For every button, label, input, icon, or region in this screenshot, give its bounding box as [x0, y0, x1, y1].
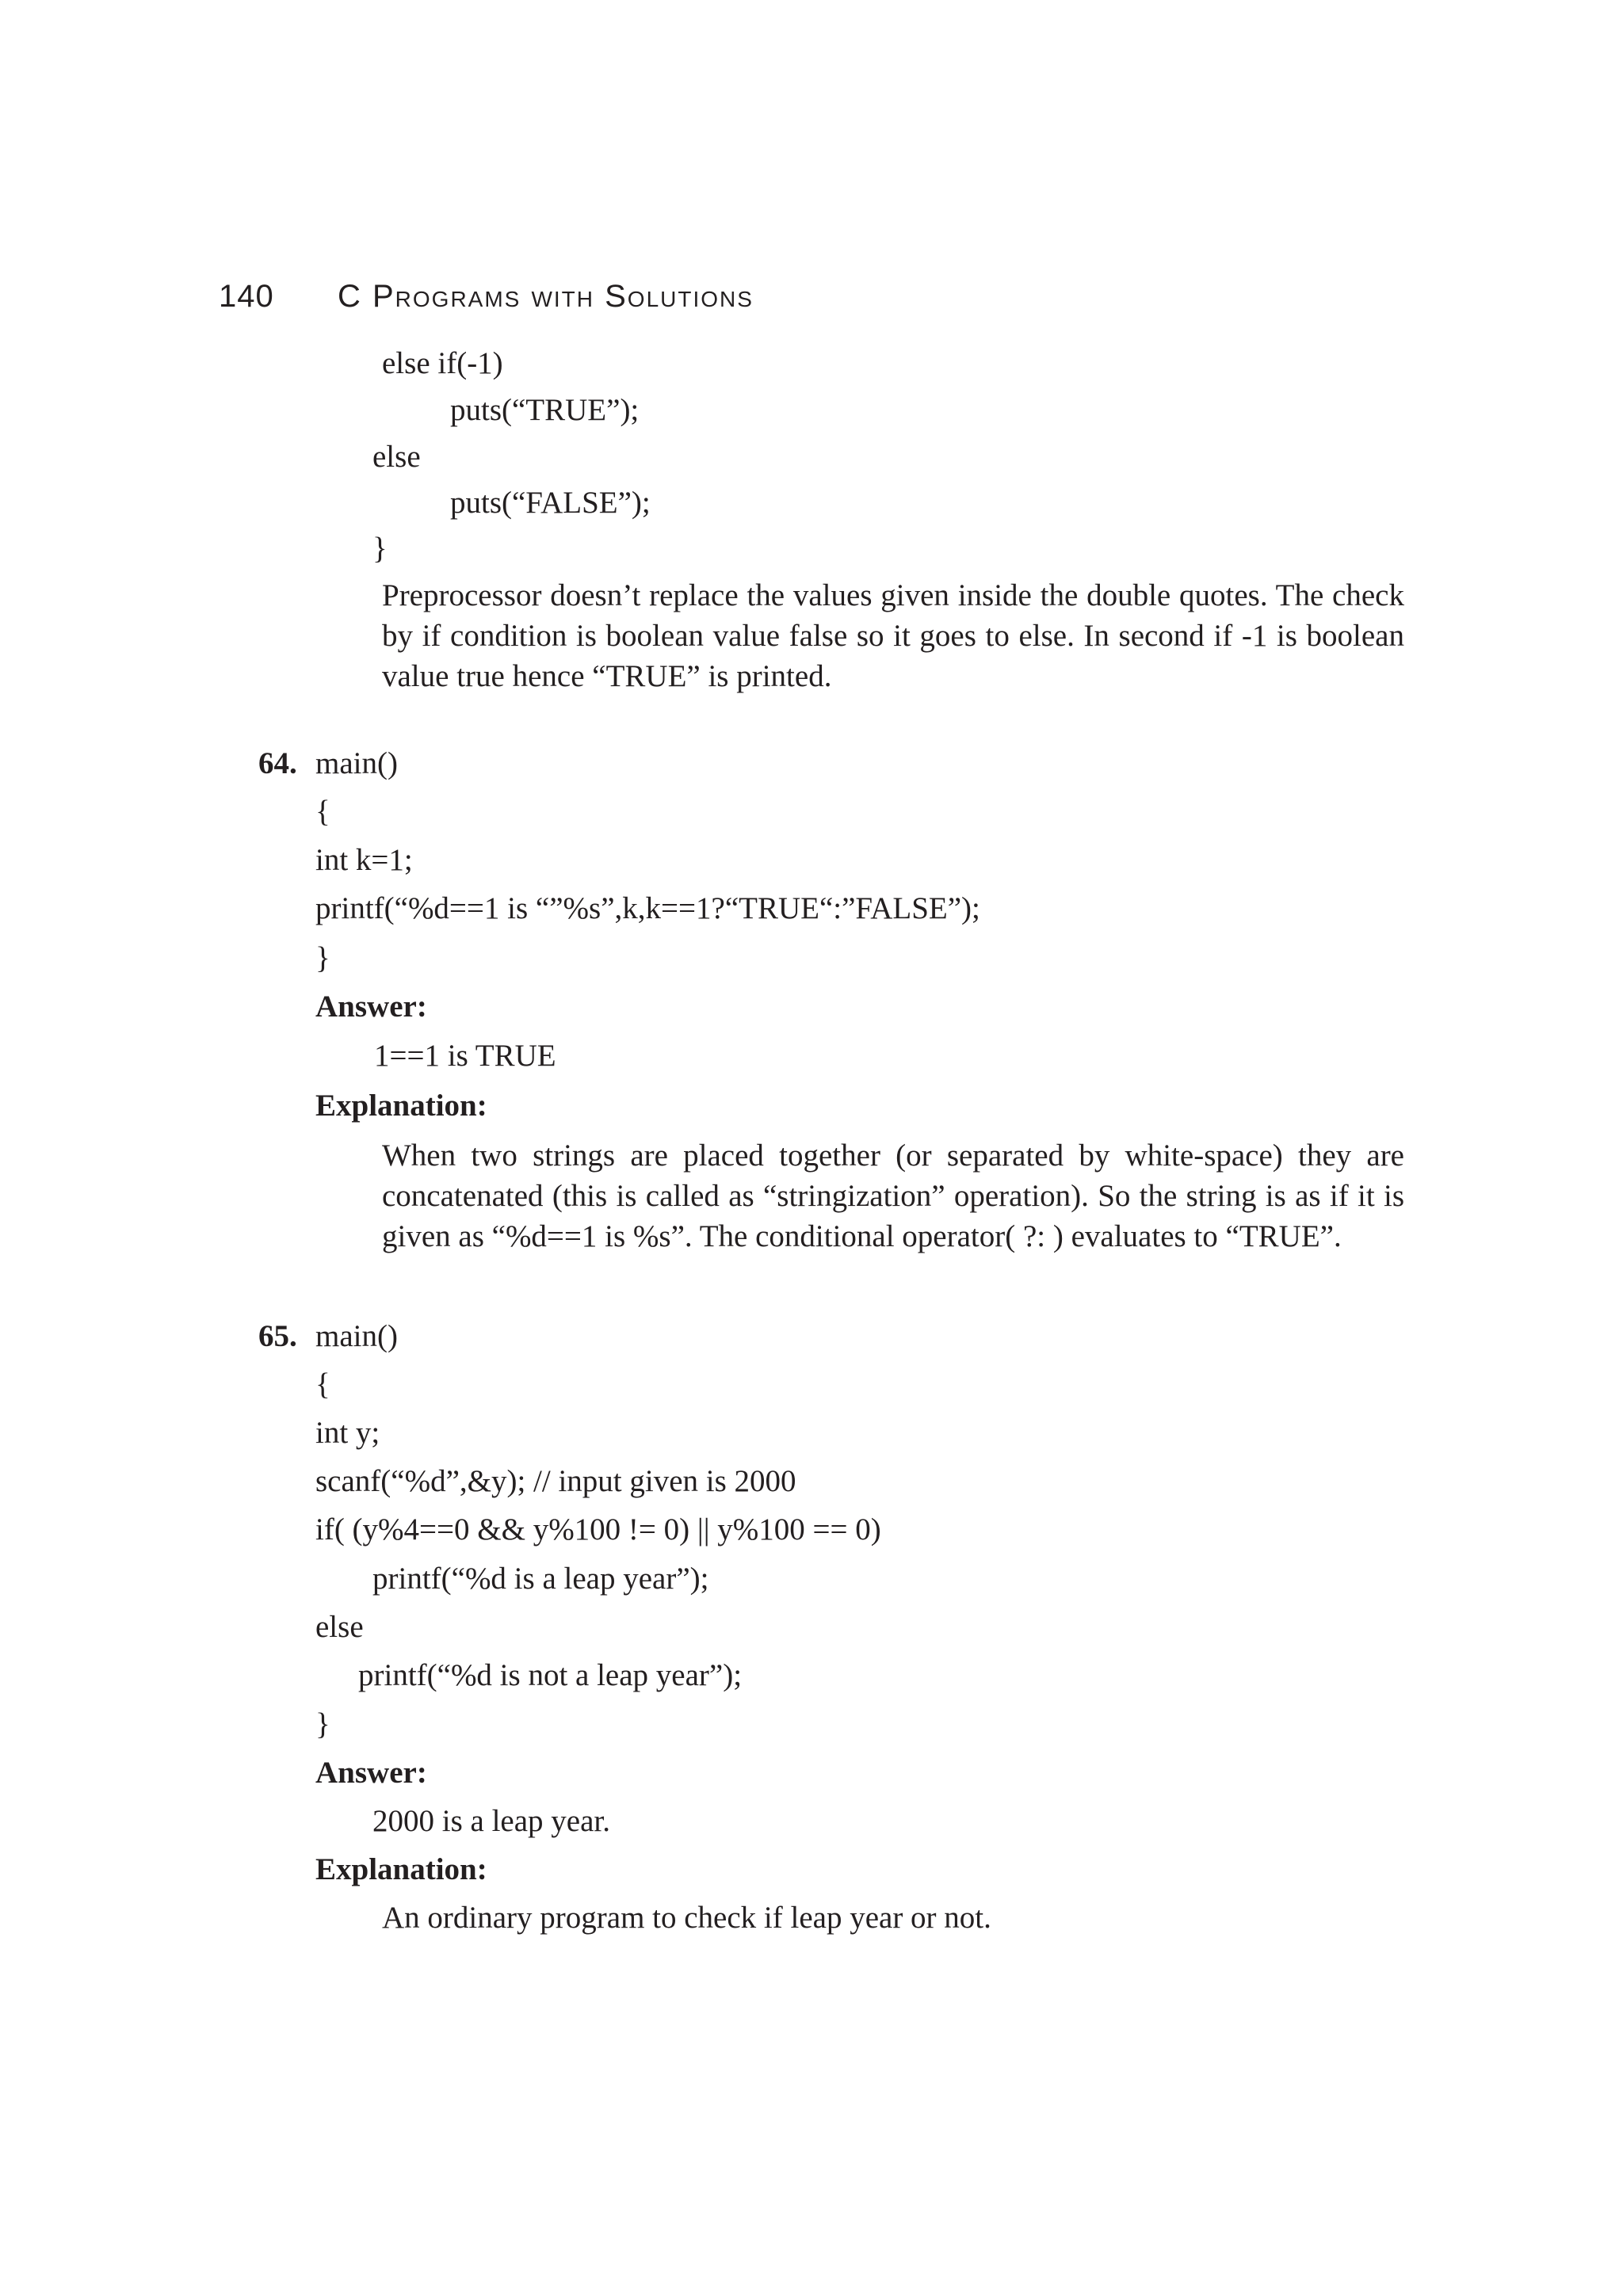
explanation-text: When two strings are placed together (or separated by white-space) they are concatenated (this is called as “stringization” operation). So the string is as if it is given as “%d==1 is %s”. The conditional operator( ?: ) evaluates to “TRUE”.: [382, 1138, 1404, 1253]
code-line: printf(“%d is not a leap year”);: [358, 1658, 743, 1692]
code-line: printf(“%d==1 is “”%s”,k,k==1?“TRUE“:”FALSE”);: [315, 891, 980, 925]
code-line: scanf(“%d”,&y); // input given is 2000: [315, 1464, 796, 1498]
code-line: else: [315, 1610, 364, 1644]
answer-text: 1==1 is TRUE: [374, 1039, 556, 1073]
explanation-label: Explanation:: [315, 1089, 487, 1123]
code-line: {: [315, 1367, 330, 1402]
code-line: else: [372, 440, 421, 474]
answer-text: 2000 is a leap year.: [372, 1804, 610, 1838]
code-line: }: [315, 1707, 330, 1741]
question-number: 65.: [258, 1319, 297, 1353]
code-line: puts(“TRUE”);: [450, 393, 640, 427]
code-line: main(): [315, 746, 398, 780]
code-line: printf(“%d is a leap year”);: [372, 1562, 709, 1596]
code-line: main(): [315, 1319, 398, 1353]
book-title: C Programs with Solutions: [338, 279, 754, 314]
answer-label: Answer:: [315, 1756, 427, 1790]
answer-label: Answer:: [315, 990, 427, 1024]
code-line: int k=1;: [315, 843, 413, 877]
code-line: }: [315, 941, 330, 975]
prev-explanation: Preprocessor doesn’t replace the values given inside the double quotes. The check by if condition is boolean value false so it goes to else. In second if -1 is boolean value true hence “TRUE” is printed.: [382, 578, 1404, 693]
code-line: int y;: [315, 1416, 380, 1450]
explanation-label: Explanation:: [315, 1852, 487, 1886]
code-line: {: [315, 795, 330, 829]
explanation-text: An ordinary program to check if leap year or not.: [382, 1901, 991, 1935]
code-line: else if(-1): [382, 346, 503, 380]
code-line: puts(“FALSE”);: [450, 486, 651, 520]
page-number: 140: [219, 279, 274, 314]
code-line: }: [372, 532, 388, 566]
question-number: 64.: [258, 746, 297, 780]
code-line: if( (y%4==0 && y%100 != 0) || y%100 == 0): [315, 1512, 881, 1547]
